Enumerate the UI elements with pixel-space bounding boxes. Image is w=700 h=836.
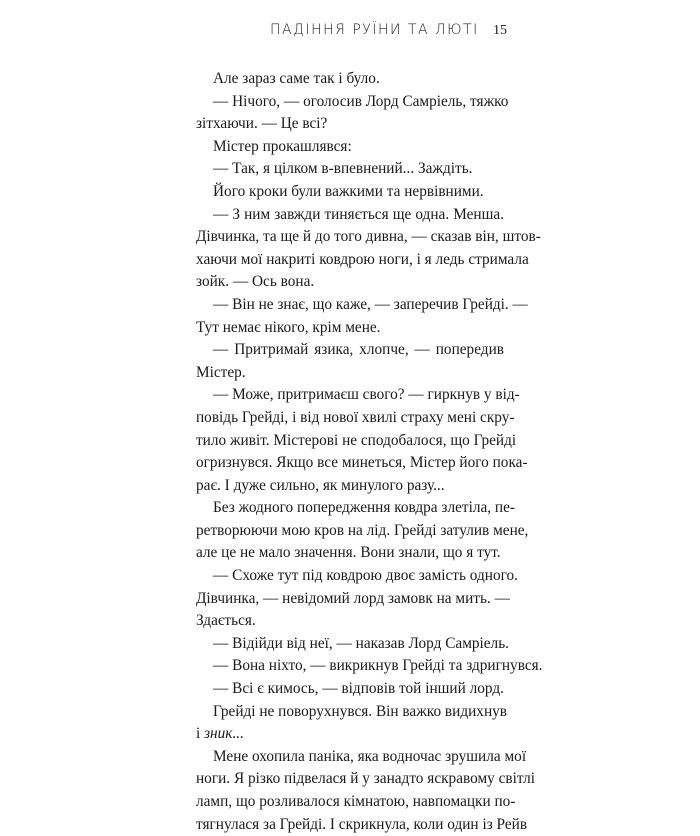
text-line-content: Його кроки були важкими та нервівними. <box>213 182 484 200</box>
text-line <box>196 430 517 453</box>
text-line-content: — Може, притримаєш свого? — гиркнув у від- <box>213 386 520 404</box>
text-line-content: Дівчинка, — невідомий лорд замовк на мить. — <box>196 589 510 607</box>
text-line <box>196 362 504 385</box>
text-line-content: Дівчинка, та ще й до того дивна, — сказав він, штов- <box>196 228 541 246</box>
text-line <box>196 610 504 633</box>
body-text <box>196 68 543 836</box>
text-line <box>196 701 508 724</box>
text-line-content: — Притримай язика, хлопче, — попередив <box>213 341 504 359</box>
text-line <box>196 136 504 159</box>
text-line <box>196 158 504 181</box>
text-line-content: — Так, я цілком в-впевнений... Заждіть. <box>213 160 473 178</box>
text-line-content: але це не мало значення. Вони знали, що я тут. <box>196 544 501 562</box>
text-line-content: Містер прокашлявся: <box>213 137 352 155</box>
text-line-content: — З ним завжди тиняється ще одна. Менша. <box>213 205 504 223</box>
text-line-content: ретворюючи мою кров на лід. Грейді затулив мене, <box>196 521 529 539</box>
text-line-content: тягнулася за Грейді. І скрикнула, коли один із Рейв <box>196 815 528 833</box>
text-line <box>196 678 504 701</box>
text-line-content: Тут немає нікого, крім мене. <box>196 318 381 336</box>
text-line-content: ламп, що розливалося кімнатою, навпомацки по- <box>196 793 516 810</box>
text-line <box>196 814 528 836</box>
text-line <box>196 271 504 294</box>
text-line <box>196 384 520 407</box>
text-line-content: огризнувся. Якщо все минеться, Містер його пока- <box>196 454 528 472</box>
text-line <box>196 565 518 588</box>
text-line-content: повідь Грейді, і від нової хвилі страху мені скру- <box>196 408 515 426</box>
text-line <box>196 181 504 204</box>
text-line-content: Без жодного попередження ковдра злетіла, пе- <box>213 499 515 517</box>
text-line-content: Містер. <box>196 363 246 381</box>
text-line <box>196 204 504 227</box>
text-line <box>196 497 515 520</box>
text-line <box>196 655 543 678</box>
text-line <box>196 768 536 791</box>
text-line <box>196 317 504 340</box>
text-line <box>196 294 528 317</box>
text-line-content: зойк. — Ось вона. <box>196 273 315 291</box>
text-line <box>196 746 527 769</box>
text-line <box>196 339 504 362</box>
text-line-content: — Вона ніхто, — викрикнув Грейді та здригнувся. <box>213 657 543 675</box>
text-line-content: — Він не знає, що каже, — заперечив Грейді. — <box>213 295 528 313</box>
text-line-content: — Схоже тут під ковдрою двоє замість одного. <box>213 567 518 585</box>
text-line-content: Здається. <box>196 612 256 630</box>
text-line <box>196 91 509 114</box>
text-line-content: Мене охопила паніка, яка водночас зрушила мої <box>213 747 527 765</box>
text-line-content: хаючи мої накриті ковдрою ноги, і я ледь стримала <box>196 250 529 268</box>
text-line <box>196 633 509 656</box>
text-line <box>196 542 504 565</box>
text-line <box>196 588 510 611</box>
text-line <box>196 68 504 91</box>
text-line <box>196 226 541 249</box>
text-line-content: — Нічого, — оголосив Лорд Самріель, тяжко <box>213 92 509 110</box>
text-line-content: Але зараз саме так і було. <box>213 70 380 87</box>
text-line <box>196 113 504 136</box>
text-line-content: ноги. Я різко підвелася й у занадто яскравому світлі <box>196 770 536 788</box>
text-line <box>196 520 529 543</box>
text-line-content: зітхаючи. — Це всі? <box>196 115 328 133</box>
text-line <box>196 723 504 746</box>
text-line <box>196 791 516 814</box>
text-line-content: тило живіт. Містерові не сподобалося, що Грейді <box>196 431 517 449</box>
text-line <box>196 407 515 430</box>
text-line-content: — Відійди від неї, — наказав Лорд Самріель. <box>213 634 509 652</box>
text-line-content: Грейді не поворухнувся. Він важко видихнув <box>213 702 508 720</box>
running-title: ПАДІННЯ РУЇНИ ТА ЛЮТІ <box>270 22 479 38</box>
text-line-content: і <box>196 725 205 743</box>
text-line <box>196 452 528 475</box>
text-line-content: рає. І дуже сильно, як минулого разу... <box>196 476 445 494</box>
text-line <box>196 249 529 272</box>
italic-text: зник... <box>204 725 244 743</box>
page-number: 15 <box>493 23 507 38</box>
text-line <box>196 475 504 498</box>
text-line-content: — Всі є кимось, — відповів той інший лорд. <box>213 680 504 698</box>
